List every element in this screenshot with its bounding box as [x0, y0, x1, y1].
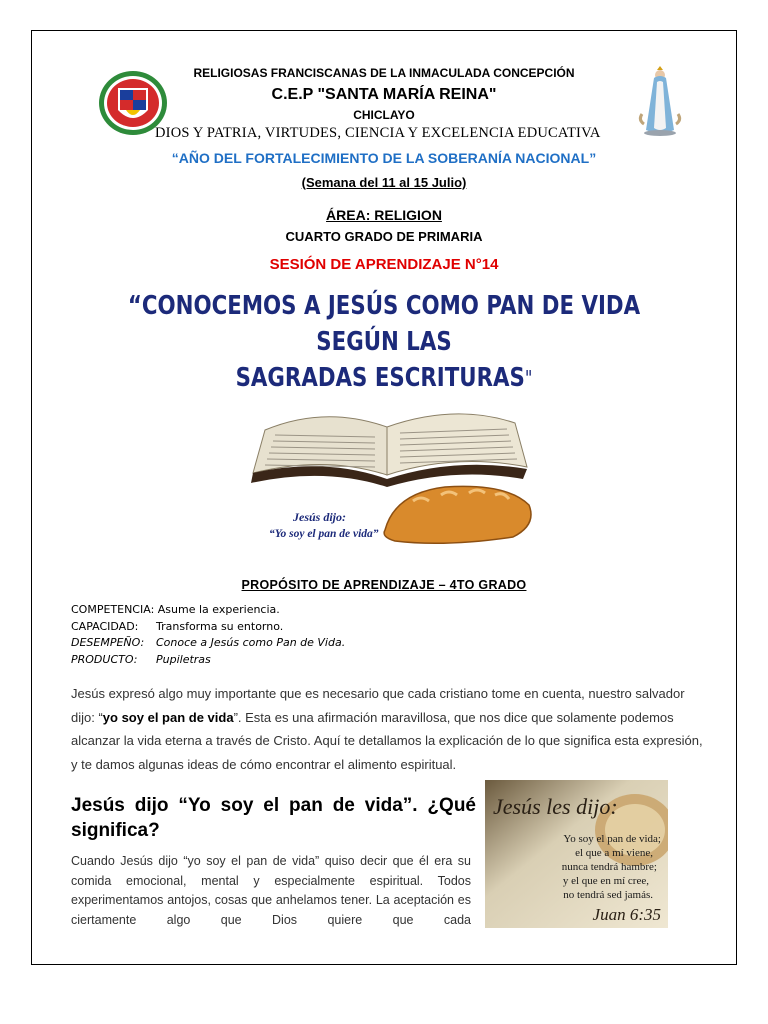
competencia-value: Asume la experiencia.: [157, 603, 280, 616]
producto-value: Pupiletras: [156, 653, 211, 666]
producto-row: [71, 653, 211, 666]
capacidad-row: [71, 620, 283, 633]
verse-card-title: Jesús les dijo:: [493, 794, 618, 819]
verse-line-3: nunca tendrá hambre;: [561, 861, 657, 873]
intro-paragraph: Jesús expresó algo muy importante que es necesario que cada cristiano tome en cuenta, nuestro salvador dijo: “yo soy el pan de vida”. Esta es una afirmación maravillosa, que nos dice que solamente podemos alcanzar la vida eterna a través de Cristo. Aquí te detallamos la explicación de lo que significa esta expresión, y te damos algunas ideas de cómo encontrar el alimento espiritual.: [71, 686, 703, 772]
verse-line-1: Yo soy el pan de vida;: [563, 833, 661, 845]
section-heading: Jesús dijo “Yo soy el pan de vida”. ¿Qué significa?: [71, 795, 476, 841]
intro-emphasis: yo soy el pan de vida: [102, 709, 234, 725]
school-name: C.E.P "SANTA MARÍA REINA": [271, 86, 497, 103]
grade-level: CUARTO GRADO DE PRIMARIA: [285, 229, 483, 244]
verse-card-image: [485, 780, 668, 928]
congregation-name: RELIGIOSAS FRANCISCANAS DE LA INMACULADA CONCEPCIÓN: [193, 66, 575, 80]
city-name: CHICLAYO: [353, 108, 415, 122]
bible-bread-illustration: [245, 375, 535, 550]
capacidad-value: Transforma su entorno.: [156, 620, 284, 633]
bible-caption-line1: Jesús dijo:: [293, 510, 347, 524]
school-motto: DIOS Y PATRIA, VIRTUDES, CIENCIA Y EXCELENCIA EDUCATIVA: [155, 125, 601, 141]
section-body: Cuando Jesús dijo “yo soy el pan de vida” quiso decir que él era su comida emocional, mental y especialmente espiritual. Todos experimentamos antojos, cosas que anhelamos tener. La aceptación es ciertamente algo que Dios quiere que cada: [71, 854, 471, 927]
subject-area: ÁREA: RELIGION: [326, 207, 442, 223]
session-title-line2: SAGRADAS ESCRITURAS": [235, 363, 533, 393]
competencia-label: COMPETENCIA:: [71, 603, 155, 616]
verse-line-2: el que a mí viene,: [575, 847, 653, 859]
competencia-row: [71, 603, 280, 616]
session-title-line1: “CONOCEMOS A JESÚS COMO PAN DE VIDA SEGÚN LAS: [127, 291, 641, 357]
desempeno-value: Conoce a Jesús como Pan de Vida.: [156, 636, 346, 649]
desempeno-row: [71, 636, 345, 649]
session-number: SESIÓN DE APRENDIZAJE N°14: [269, 256, 499, 273]
year-name: “AÑO DEL FORTALECIMIENTO DE LA SOBERANÍA NACIONAL”: [171, 150, 597, 166]
capacidad-label: CAPACIDAD:: [71, 620, 139, 633]
verse-reference: Juan 6:35: [592, 905, 661, 924]
verse-line-5: no tendrá sed jamás.: [563, 889, 653, 901]
verse-line-4: y el que en mí cree,: [562, 875, 649, 887]
desempeno-label: DESEMPEÑO:: [71, 636, 145, 649]
week-range: (Semana del 11 al 15 Julio): [301, 175, 467, 190]
producto-label: PRODUCTO:: [71, 653, 138, 666]
purpose-heading: PROPÓSITO DE APRENDIZAJE – 4TO GRADO: [241, 578, 527, 592]
bible-caption-line2: “Yo soy el pan de vida”: [269, 528, 379, 540]
